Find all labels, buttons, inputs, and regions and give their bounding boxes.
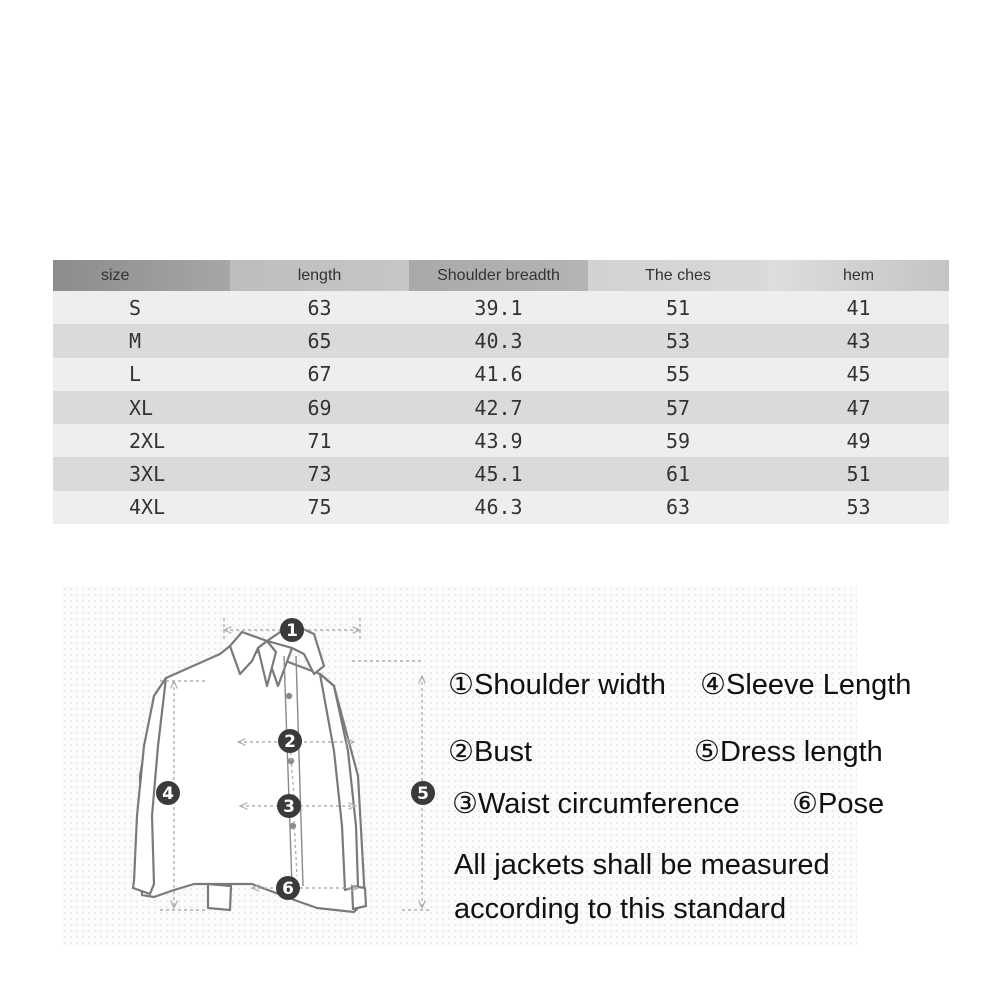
note-line-2: according to this standard bbox=[454, 893, 787, 925]
cell-chest: 57 bbox=[588, 391, 768, 424]
table-row bbox=[53, 457, 949, 490]
marker-4-icon bbox=[156, 781, 180, 805]
header-chest: The ches bbox=[588, 260, 768, 291]
cell-chest: 55 bbox=[588, 358, 768, 391]
note-line-1: All jackets shall be measured bbox=[454, 849, 830, 881]
cell-shoulder: 40.3 bbox=[409, 324, 588, 357]
header-hem: hem bbox=[768, 260, 949, 291]
svg-text:6: 6 bbox=[282, 879, 294, 899]
table-row bbox=[53, 391, 949, 424]
cell-chest: 53 bbox=[588, 324, 768, 357]
shirt-icon bbox=[133, 624, 366, 912]
cell-chest: 63 bbox=[588, 491, 768, 524]
legend-shoulder-width: ①Shoulder width bbox=[448, 669, 666, 701]
size-chart-table bbox=[53, 260, 949, 524]
cell-chest: 59 bbox=[588, 424, 768, 457]
cell-length: 75 bbox=[230, 491, 409, 524]
cell-hem: 53 bbox=[768, 491, 949, 524]
cell-shoulder: 39.1 bbox=[409, 291, 588, 324]
legend-pose: ⑥Pose bbox=[792, 788, 885, 820]
cell-length: 69 bbox=[230, 391, 409, 424]
cell-hem: 49 bbox=[768, 424, 949, 457]
table-row bbox=[53, 324, 949, 357]
legend-bust: ②Bust bbox=[448, 736, 533, 768]
svg-text:5: 5 bbox=[417, 784, 429, 804]
cell-chest: 61 bbox=[588, 457, 768, 490]
cell-length: 71 bbox=[230, 424, 409, 457]
svg-text:2: 2 bbox=[284, 732, 296, 752]
cell-size: XL bbox=[53, 391, 230, 424]
cell-size: 3XL bbox=[53, 457, 230, 490]
marker-1-icon bbox=[280, 618, 304, 642]
cell-length: 67 bbox=[230, 358, 409, 391]
cell-hem: 45 bbox=[768, 358, 949, 391]
shirt-measurement-diagram bbox=[62, 586, 462, 946]
cell-shoulder: 42.7 bbox=[409, 391, 588, 424]
table-header-row bbox=[53, 260, 949, 291]
cell-hem: 43 bbox=[768, 324, 949, 357]
cell-hem: 41 bbox=[768, 291, 949, 324]
cell-shoulder: 45.1 bbox=[409, 457, 588, 490]
cell-shoulder: 46.3 bbox=[409, 491, 588, 524]
svg-text:4: 4 bbox=[162, 784, 174, 804]
table-row bbox=[53, 358, 949, 391]
header-length: length bbox=[230, 260, 409, 291]
table-row bbox=[53, 291, 949, 324]
marker-5-icon bbox=[411, 781, 435, 805]
cell-shoulder: 43.9 bbox=[409, 424, 588, 457]
cell-hem: 47 bbox=[768, 391, 949, 424]
cell-size: 2XL bbox=[53, 424, 230, 457]
legend-dress-length: ⑤Dress length bbox=[694, 736, 883, 768]
cell-length: 65 bbox=[230, 324, 409, 357]
marker-2-icon bbox=[278, 729, 302, 753]
table-row bbox=[53, 424, 949, 457]
header-size: size bbox=[53, 260, 230, 291]
legend-sleeve-length: ④Sleeve Length bbox=[700, 669, 912, 701]
cell-size: S bbox=[53, 291, 230, 324]
svg-text:1: 1 bbox=[286, 621, 298, 641]
marker-3-icon bbox=[277, 794, 301, 818]
cell-size: 4XL bbox=[53, 491, 230, 524]
cell-hem: 51 bbox=[768, 457, 949, 490]
marker-6-icon bbox=[276, 876, 300, 900]
svg-text:3: 3 bbox=[283, 797, 295, 817]
header-shoulder-breadth: Shoulder breadth bbox=[409, 260, 588, 291]
cell-length: 63 bbox=[230, 291, 409, 324]
cell-length: 73 bbox=[230, 457, 409, 490]
table-row bbox=[53, 491, 949, 524]
legend-waist: ③Waist circumference bbox=[452, 788, 740, 820]
cell-size: M bbox=[53, 324, 230, 357]
cell-size: L bbox=[53, 358, 230, 391]
cell-chest: 51 bbox=[588, 291, 768, 324]
cell-shoulder: 41.6 bbox=[409, 358, 588, 391]
